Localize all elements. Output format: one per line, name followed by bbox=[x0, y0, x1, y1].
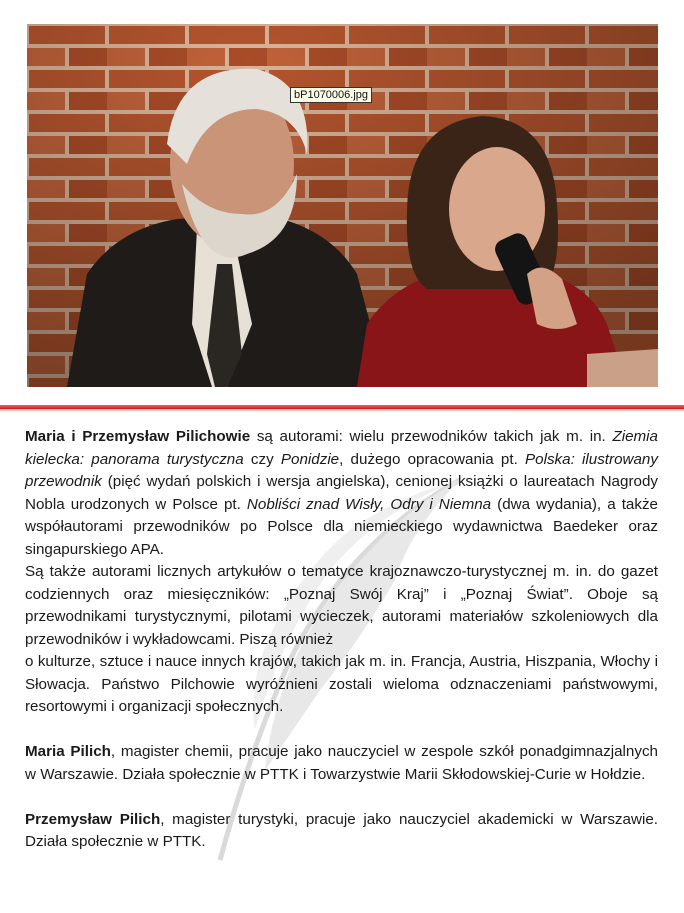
intro-text-4: (pięć wydań polskich i wersja angielska), cenionej książki o laureatach Nagrody Nobla urodzonych w Polsce pt. bbox=[25, 473, 658, 513]
photo-illustration bbox=[27, 24, 658, 387]
spacer bbox=[25, 786, 658, 809]
biography-text bbox=[25, 426, 658, 854]
intro-text-1: są autorami: wielu przewodników takich jak m. in. bbox=[250, 428, 613, 445]
intro-text-3: , dużego opracowania pt. bbox=[339, 450, 525, 468]
intro-text-5: (dwa wydania), a także współautorami przewodników po Polsce dla niemieckiego wydawnictwa Baedeker oraz singapurskiego APA. bbox=[25, 495, 658, 558]
maria-name: Maria Pilich bbox=[25, 743, 111, 760]
authors-names: Maria i Przemysław Pilichowie bbox=[25, 428, 251, 445]
culture-paragraph: o kulturze, sztuce i nauce innych krajów, takich jak m. in. Francja, Austria, Hiszpania, Włochy i Słowacja. Państwo Pilchowie wyróżnieni zostali wieloma odznaczeniami państwowymi, resortowymi i organizacji społecznych. bbox=[25, 653, 658, 715]
book-title-ponidzie: Ponidzie bbox=[280, 450, 340, 468]
divider-shadow bbox=[0, 409, 684, 412]
book-title-polska: Polska: ilustrowany przewodnik bbox=[25, 450, 658, 490]
book-title-ziemia-kielecka: Ziemia kielecka: panorama turystyczna bbox=[25, 428, 659, 468]
authors-photo bbox=[27, 24, 658, 387]
przemyslaw-bio bbox=[25, 809, 658, 854]
maria-bio bbox=[25, 741, 658, 786]
przemyslaw-name: Przemysław Pilich bbox=[25, 810, 161, 828]
maria-text: , magister chemii, pracuje jako nauczyciel w zespole szkół ponadgimnazjalnych w Warszawie. Działa społecznie w PTTK i Towarzystwie Marii Skłodowskiej-Curie w Hołdzie. bbox=[25, 743, 658, 783]
intro-paragraph bbox=[25, 426, 658, 561]
articles-paragraph: Są także autorami licznych artykułów o tematyce krajoznawczo-turystycznej m. in. do gazet codziennych oraz miesięczników: „Poznaj Swój Kraj” i „Poznaj Świat”. Oboje są przewodnikami turystycznymi, pilotami wycieczek, autorami materiałów szkoleniowych dla przewodników i wykładowcami. Piszą również bbox=[25, 563, 658, 648]
book-title-noblisci: Nobliści znad Wisły, Odry i Niemna bbox=[246, 495, 492, 513]
spacer bbox=[25, 719, 658, 742]
image-filename-tooltip: bP1070006.jpg bbox=[290, 87, 372, 103]
intro-text-2: czy bbox=[243, 450, 281, 468]
przemyslaw-text: , magister turystyki, pracuje jako nauczyciel akademicki w Warszawie. Działa społecznie w PTTK. bbox=[25, 810, 658, 850]
